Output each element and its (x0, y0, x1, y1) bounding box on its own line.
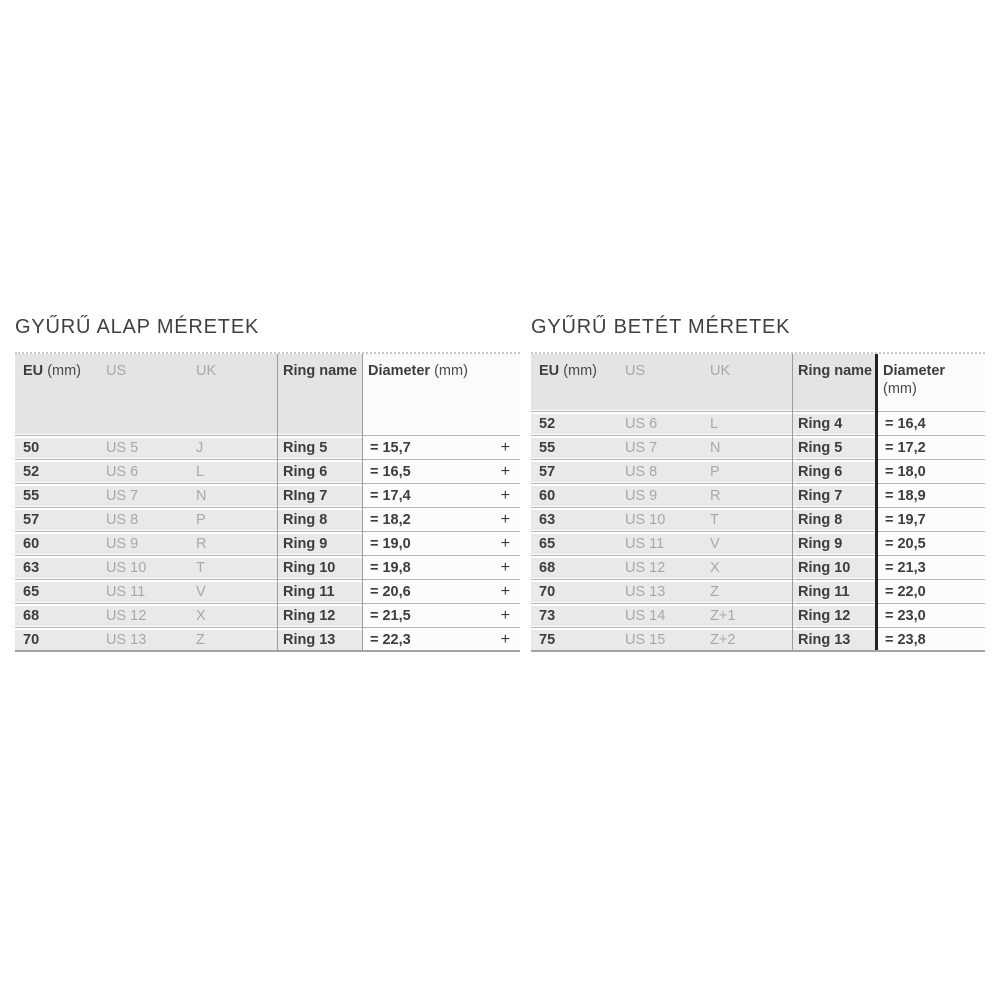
ring-name-cell: Ring 5 (792, 438, 877, 458)
ring-name-cell: Ring 10 (277, 558, 362, 578)
column-divider (792, 354, 793, 650)
table-row (531, 578, 985, 602)
uk-size-cell: P (704, 462, 792, 482)
table-row (15, 530, 520, 554)
table-row (15, 554, 520, 578)
diameter-value: = 21,3 (885, 560, 926, 576)
table-row (531, 602, 985, 626)
eu-size-cell: 73 (531, 606, 619, 626)
uk-size-cell: R (704, 486, 792, 506)
ring-name-cell: Ring 12 (792, 606, 877, 626)
table-row (15, 578, 520, 602)
us-size-cell: US 12 (619, 558, 704, 578)
diameter-value: = 16,5 (370, 464, 411, 480)
column-header-diameter: Diameter (mm) (362, 354, 520, 434)
expand-row-button[interactable]: + (500, 559, 510, 576)
ring-name-cell: Ring 9 (277, 534, 362, 554)
eu-size-cell: 55 (15, 486, 100, 506)
diameter-cell (877, 510, 985, 530)
diameter-value: = 18,9 (885, 488, 926, 504)
expand-row-button[interactable]: + (500, 487, 510, 504)
ring-name-cell: Ring 11 (277, 582, 362, 602)
expand-row-button[interactable]: + (500, 607, 510, 624)
uk-size-cell: Z+2 (704, 630, 792, 650)
us-size-cell: US 11 (100, 582, 190, 602)
diameter-value: = 20,6 (370, 584, 411, 600)
uk-size-cell: Z+1 (704, 606, 792, 626)
table-header-row (15, 354, 520, 434)
column-header-ring-name: Ring name (792, 354, 877, 410)
us-size-cell: US 6 (619, 414, 704, 434)
uk-size-cell: X (704, 558, 792, 578)
diameter-value: = 19,0 (370, 536, 411, 552)
table-row (531, 626, 985, 650)
us-size-cell: US 10 (100, 558, 190, 578)
expand-row-button[interactable]: + (500, 463, 510, 480)
table-row (15, 458, 520, 482)
diameter-value: = 22,3 (370, 632, 411, 648)
us-size-cell: US 7 (619, 438, 704, 458)
table-row (15, 626, 520, 650)
expand-row-button[interactable]: + (500, 535, 510, 552)
ring-insert-sizes-table (531, 352, 985, 652)
table-header-row (531, 354, 985, 410)
uk-size-cell: Z (190, 630, 277, 650)
uk-size-cell: N (190, 486, 277, 506)
us-size-cell: US 13 (619, 582, 704, 602)
diameter-value: = 16,4 (885, 416, 926, 432)
diameter-cell (362, 558, 520, 578)
diameter-value: = 22,0 (885, 584, 926, 600)
column-header-us: US (100, 354, 190, 434)
eu-size-cell: 57 (15, 510, 100, 530)
ring-name-cell: Ring 13 (277, 630, 362, 650)
diameter-cell (877, 438, 985, 458)
table-body (15, 434, 520, 650)
diameter-cell (877, 534, 985, 554)
us-size-cell: US 15 (619, 630, 704, 650)
us-size-cell: US 8 (619, 462, 704, 482)
us-size-cell: US 12 (100, 606, 190, 626)
eu-size-cell: 63 (531, 510, 619, 530)
diameter-value: = 21,5 (370, 608, 411, 624)
uk-size-cell: L (704, 414, 792, 434)
ring-name-cell: Ring 10 (792, 558, 877, 578)
eu-size-cell: 55 (531, 438, 619, 458)
diameter-value: = 18,0 (885, 464, 926, 480)
ring-base-sizes-table (15, 352, 520, 652)
uk-size-cell: V (190, 582, 277, 602)
diameter-cell (362, 510, 520, 530)
diameter-cell (362, 534, 520, 554)
expand-row-button[interactable]: + (500, 583, 510, 600)
us-size-cell: US 9 (100, 534, 190, 554)
table-row (531, 482, 985, 506)
ring-name-cell: Ring 9 (792, 534, 877, 554)
table-body (531, 410, 985, 650)
eu-size-cell: 63 (15, 558, 100, 578)
eu-size-cell: 75 (531, 630, 619, 650)
diameter-cell (362, 438, 520, 458)
uk-size-cell: X (190, 606, 277, 626)
uk-size-cell: Z (704, 582, 792, 602)
uk-size-cell: P (190, 510, 277, 530)
diameter-value: = 19,7 (885, 512, 926, 528)
column-header-eu: EU (mm) (15, 354, 100, 434)
diameter-cell (877, 630, 985, 650)
ring-name-cell: Ring 8 (792, 510, 877, 530)
eu-size-cell: 70 (15, 630, 100, 650)
table-row (531, 530, 985, 554)
column-divider (362, 354, 363, 650)
uk-size-cell: L (190, 462, 277, 482)
us-size-cell: US 14 (619, 606, 704, 626)
ring-name-cell: Ring 7 (792, 486, 877, 506)
ring-name-cell: Ring 11 (792, 582, 877, 602)
diameter-value: = 23,8 (885, 632, 926, 648)
eu-size-cell: 50 (15, 438, 100, 458)
ring-name-cell: Ring 12 (277, 606, 362, 626)
ring-name-cell: RIng 7 (277, 486, 362, 506)
diameter-value: = 19,8 (370, 560, 411, 576)
column-divider-black (875, 354, 878, 650)
column-header-uk: UK (190, 354, 277, 434)
uk-size-cell: J (190, 438, 277, 458)
diameter-value: = 23,0 (885, 608, 926, 624)
diameter-cell (362, 606, 520, 626)
ring-name-cell: Ring 13 (792, 630, 877, 650)
ring-name-cell: Ring 5 (277, 438, 362, 458)
column-divider (277, 354, 278, 650)
us-size-cell: US 9 (619, 486, 704, 506)
us-size-cell: US 5 (100, 438, 190, 458)
table-row (15, 482, 520, 506)
us-size-cell: US 6 (100, 462, 190, 482)
table-row (531, 554, 985, 578)
diameter-cell (877, 462, 985, 482)
uk-size-cell: R (190, 534, 277, 554)
eu-size-cell: 68 (531, 558, 619, 578)
expand-row-button[interactable]: + (500, 631, 510, 648)
table-row (531, 410, 985, 434)
eu-size-cell: 65 (15, 582, 100, 602)
table-row (531, 506, 985, 530)
table-title: GYŰRŰ ALAP MÉRETEK (15, 316, 260, 338)
diameter-cell (877, 606, 985, 626)
table-row (15, 434, 520, 458)
expand-row-button[interactable]: + (500, 439, 510, 456)
eu-size-cell: 70 (531, 582, 619, 602)
eu-size-cell: 57 (531, 462, 619, 482)
eu-size-cell: 52 (15, 462, 100, 482)
us-size-cell: US 11 (619, 534, 704, 554)
column-header-uk: UK (704, 354, 792, 410)
ring-name-cell: Ring 6 (277, 462, 362, 482)
diameter-cell (362, 462, 520, 482)
column-header-eu: EU (mm) (531, 354, 619, 410)
diameter-value: = 17,4 (370, 488, 411, 504)
diameter-cell (877, 486, 985, 506)
table-row (531, 458, 985, 482)
ring-name-cell: Ring 4 (792, 414, 877, 434)
diameter-value: = 17,2 (885, 440, 926, 456)
ring-name-cell: Ring 6 (792, 462, 877, 482)
us-size-cell: US 10 (619, 510, 704, 530)
uk-size-cell: N (704, 438, 792, 458)
eu-size-cell: 68 (15, 606, 100, 626)
diameter-cell (362, 630, 520, 650)
column-header-us: US (619, 354, 704, 410)
column-header-diameter: Diameter (mm) (877, 354, 985, 410)
diameter-cell (362, 582, 520, 602)
uk-size-cell: V (704, 534, 792, 554)
uk-size-cell: T (704, 510, 792, 530)
us-size-cell: US 7 (100, 486, 190, 506)
column-header-ring-name: Ring name (277, 354, 362, 434)
eu-size-cell: 60 (15, 534, 100, 554)
diameter-cell (877, 582, 985, 602)
table-title: GYŰRŰ BETÉT MÉRETEK (531, 316, 791, 338)
expand-row-button[interactable]: + (500, 511, 510, 528)
ring-insert-sizes-section (531, 315, 985, 652)
us-size-cell: US 8 (100, 510, 190, 530)
eu-size-cell: 60 (531, 486, 619, 506)
diameter-value: = 15,7 (370, 440, 411, 456)
us-size-cell: US 13 (100, 630, 190, 650)
eu-size-cell: 65 (531, 534, 619, 554)
diameter-cell (877, 558, 985, 578)
diameter-value: = 18,2 (370, 512, 411, 528)
table-row (15, 602, 520, 626)
diameter-cell (877, 414, 985, 434)
ring-name-cell: Ring 8 (277, 510, 362, 530)
diameter-cell (362, 486, 520, 506)
diameter-value: = 20,5 (885, 536, 926, 552)
ring-base-sizes-section (15, 315, 520, 652)
table-row (531, 434, 985, 458)
uk-size-cell: T (190, 558, 277, 578)
table-row (15, 506, 520, 530)
eu-size-cell: 52 (531, 414, 619, 434)
